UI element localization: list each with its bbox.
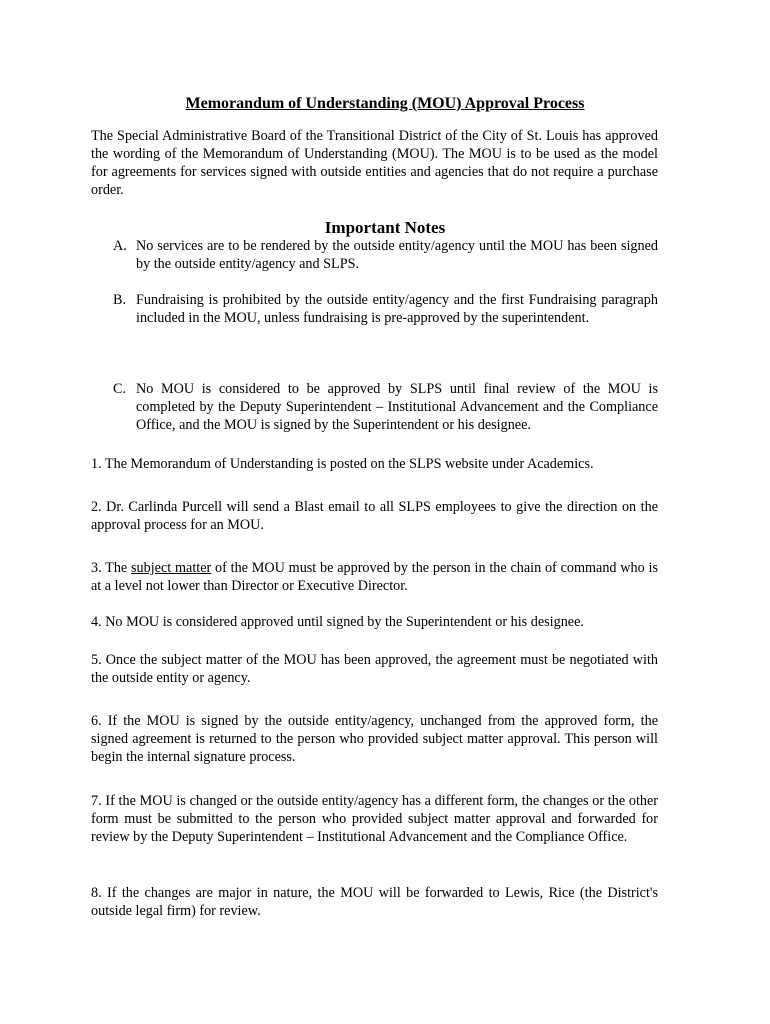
step-3-paragraph <box>91 559 658 595</box>
important-notes-heading: Important Notes <box>324 218 446 237</box>
note-item-b <box>113 291 658 327</box>
intro-paragraph: The Special Administrative Board of the Transitional District of the City of St. Louis has approved the wording of the Memorandum of Understanding (MOU). The MOU is to be used as the model for agreements for services signed with outside entities and agencies that do not require a purchase order. <box>91 128 658 198</box>
document-title: Memorandum of Understanding (MOU) Approval Process <box>185 95 585 112</box>
step-7-paragraph: 7. If the MOU is changed or the outside entity/agency has a different form, the changes or the other form must be submitted to the person who provided subject matter approval and forwarded for review by the Deputy Superintendent – Institutional Advancement and the Compliance Office. <box>91 793 658 845</box>
note-text: No services are to be rendered by the outside entity/agency until the MOU has been signed by the outside entity/agency and SLPS. <box>136 238 658 272</box>
step-6-paragraph: 6. If the MOU is signed by the outside entity/agency, unchanged from the approved form, the signed agreement is returned to the person who provided subject matter approval. This person will begin the internal signature process. <box>91 713 658 765</box>
note-letter: C. <box>113 381 127 397</box>
step-3-suffix: of the MOU must be approved by the person in the chain of command who is at a level not lower than Director or Executive Director. <box>91 560 658 594</box>
note-text: Fundraising is prohibited by the outside entity/agency and the first Fundraising paragraph included in the MOU, unless fundraising is pre-approved by the superintendent. <box>136 292 658 326</box>
step-1-paragraph: 1. The Memorandum of Understanding is posted on the SLPS website under Academics. <box>91 456 594 472</box>
note-text: No MOU is considered to be approved by SLPS until final review of the MOU is completed by the Deputy Superintendent – Institutional Advancement and the Compliance Office, and the MOU is signed by the Superintendent or his designee. <box>136 381 658 433</box>
step-8-paragraph: 8. If the changes are major in nature, the MOU will be forwarded to Lewis, Rice (the District's outside legal firm) for review. <box>91 885 658 919</box>
step-5-paragraph: 5. Once the subject matter of the MOU has been approved, the agreement must be negotiated with the outside entity or agency. <box>91 652 658 686</box>
step-3-prefix: 3. The <box>91 560 132 576</box>
note-item-a <box>113 237 658 273</box>
step-3-underlined-term: subject matter <box>131 560 212 576</box>
note-letter: A. <box>113 238 127 254</box>
note-item-c <box>113 380 658 434</box>
step-4-paragraph: 4. No MOU is considered approved until signed by the Superintendent or his designee. <box>91 614 584 630</box>
step-2-paragraph: 2. Dr. Carlinda Purcell will send a Blast email to all SLPS employees to give the direction on the approval process for an MOU. <box>91 499 658 533</box>
note-letter: B. <box>113 292 127 308</box>
